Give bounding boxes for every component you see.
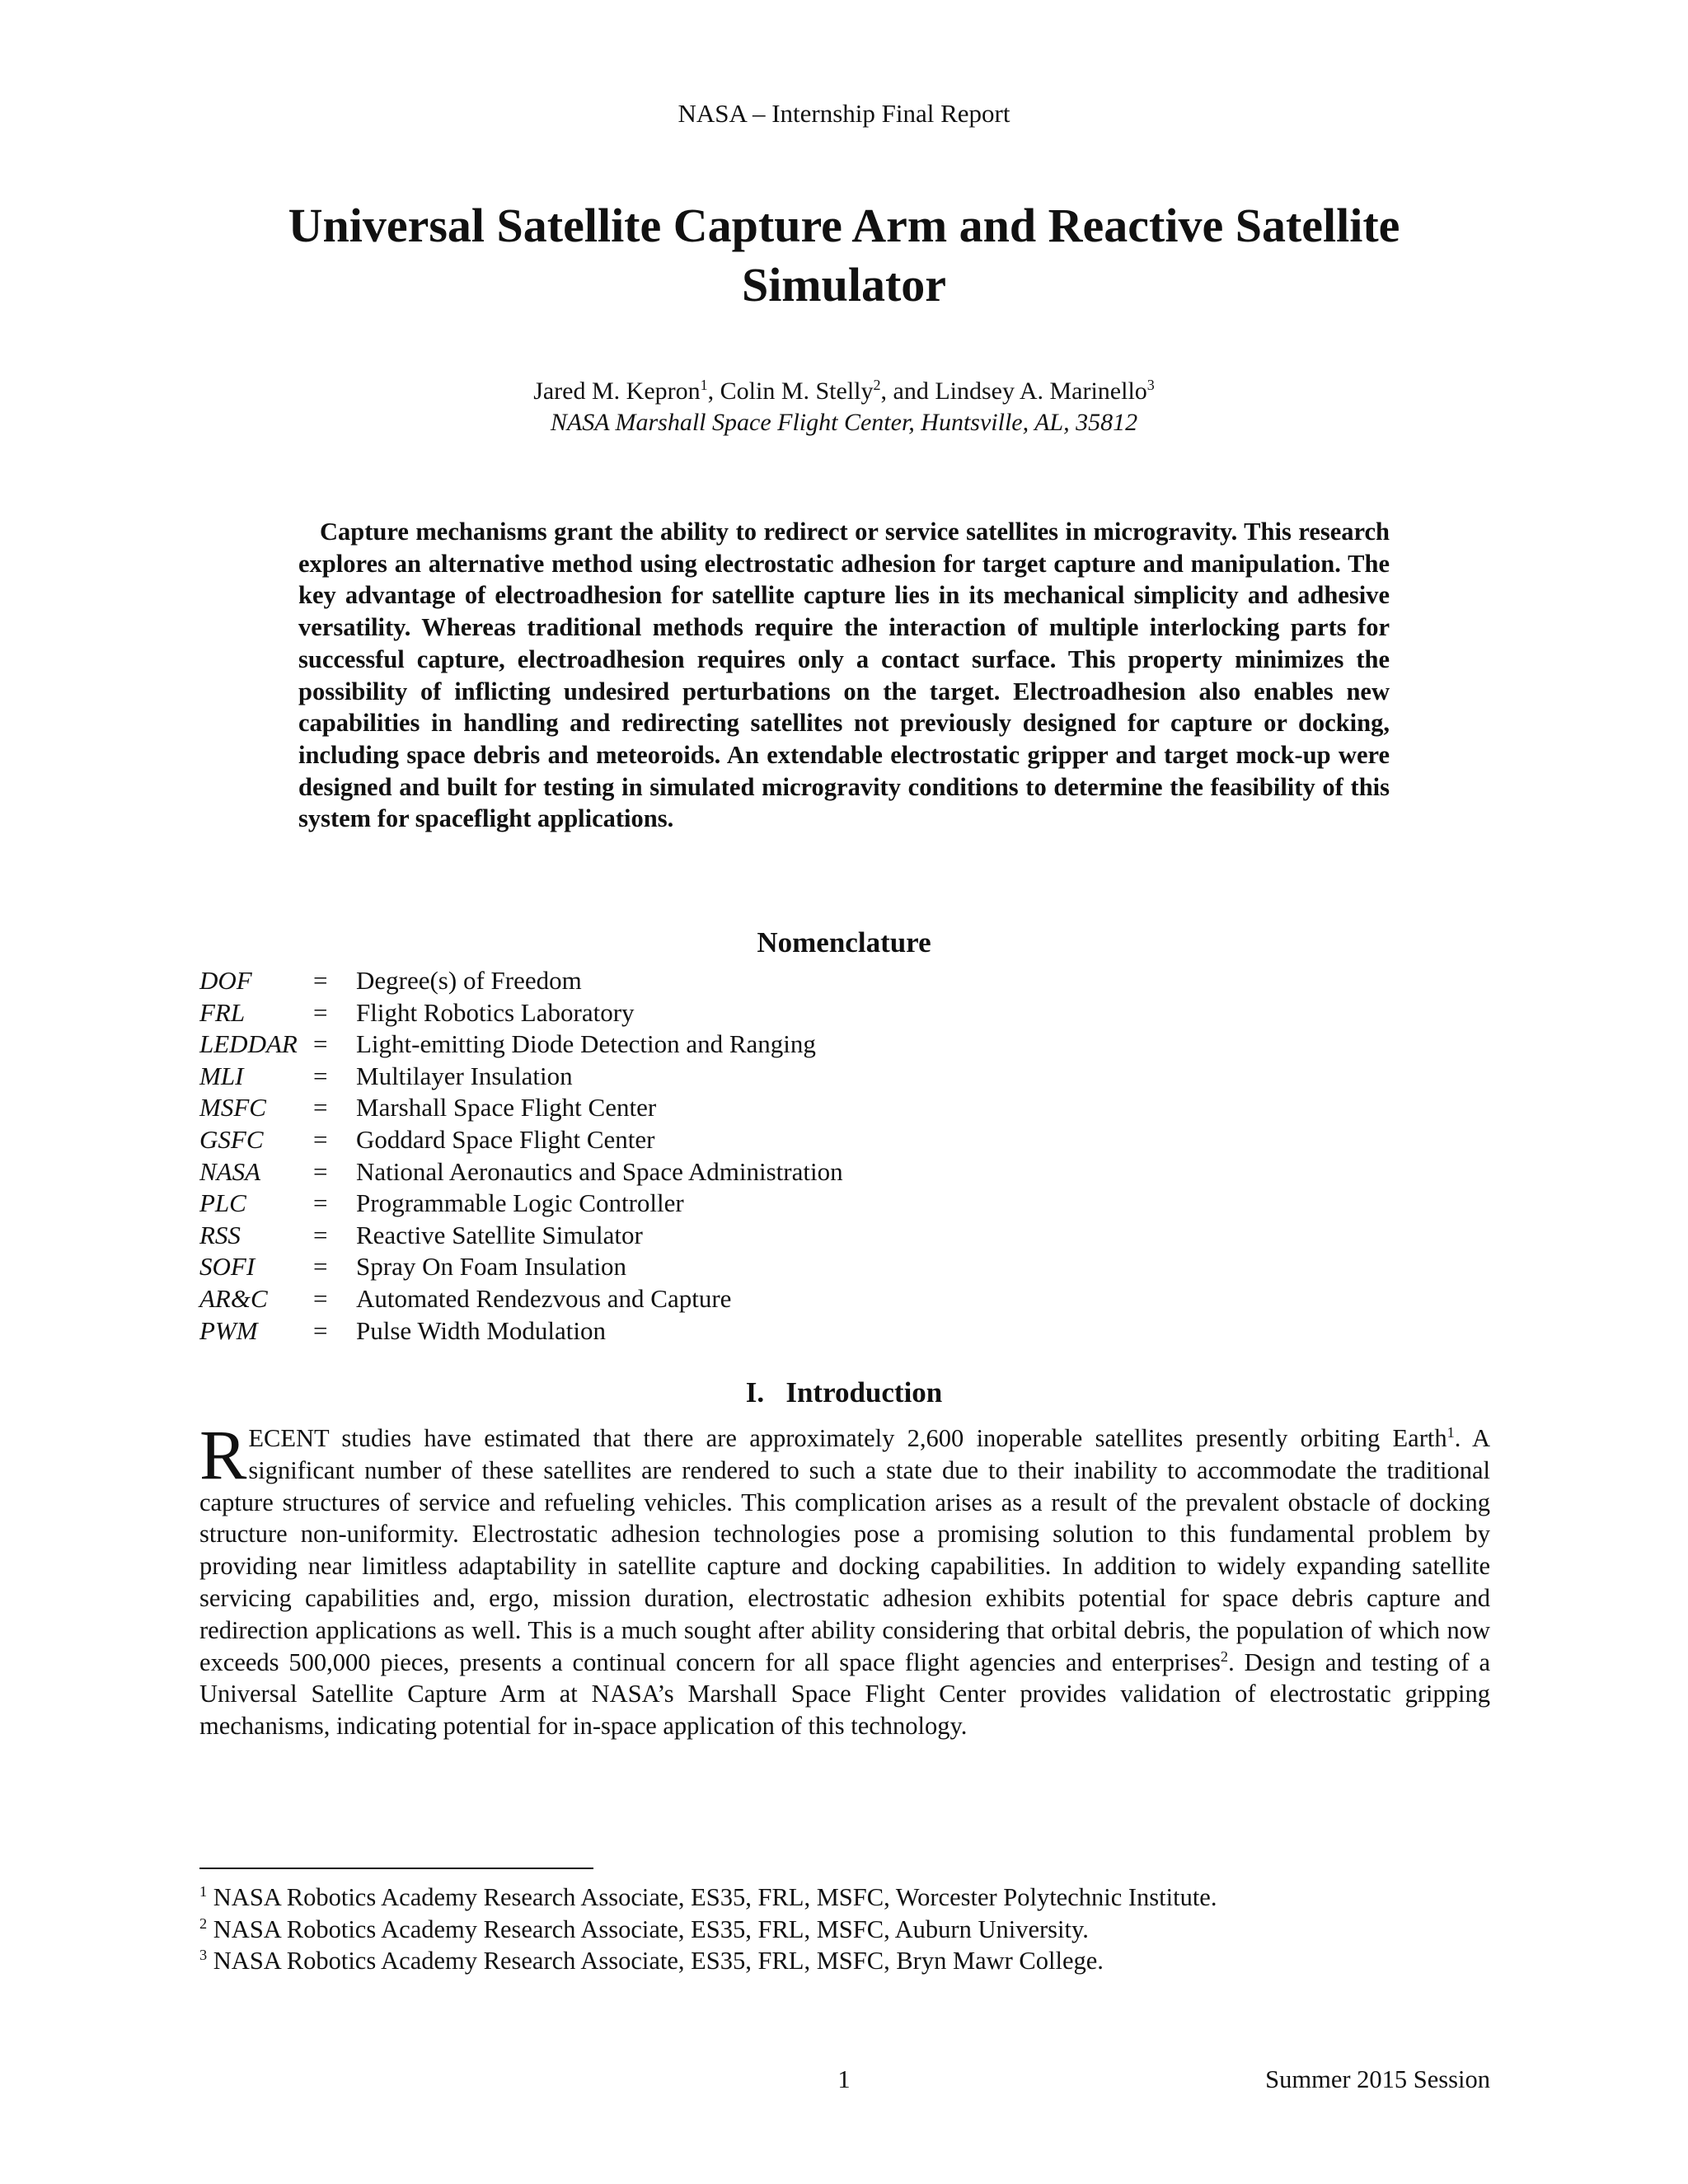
reference-mark: 1	[1447, 1423, 1455, 1441]
footnotes	[199, 1882, 1490, 1977]
abstract: Capture mechanisms grant the ability to redirect or service satellites in microgravity. This research explores an alternative method using electrostatic adhesion for target capture and manipulation. The key advantage of electroadhesion for satellite capture lies in its mechanical simplicity and adhesive versatility. Whereas traditional methods require the interaction of multiple interlocking parts for successful capture, electroadhesion requires only a contact surface. This property minimizes the possibility of inflicting undesired perturbations on the target. Electroadhesion also enables new capabilities in handling and redirecting satellites not previously designed for capture or docking, including space debris and meteoroids. An extendable electrostatic gripper and target mock-up were designed and built for testing in simulated microgravity conditions to determine the feasibility of this system for spaceflight applications.	[298, 518, 1390, 833]
nomenclature-def: Reactive Satellite Simulator	[356, 1220, 643, 1249]
author-mark: 3	[1146, 377, 1155, 393]
nomenclature-row	[199, 1315, 1189, 1347]
author-separator: , and	[880, 377, 935, 405]
footnote	[199, 1882, 1490, 1914]
nomenclature-equals: =	[313, 1252, 328, 1282]
nomenclature-abbr: PWM	[199, 1315, 258, 1345]
nomenclature-row	[199, 1156, 1189, 1188]
author-mark: 1	[700, 377, 708, 393]
nomenclature-row	[199, 1283, 1189, 1315]
nomenclature-def: Spray On Foam Insulation	[356, 1252, 627, 1282]
footnote-mark: 3	[199, 1946, 208, 1963]
session-label: Summer 2015 Session	[1265, 2065, 1490, 2093]
nomenclature-row	[199, 1220, 1189, 1252]
nomenclature-equals: =	[313, 966, 328, 995]
introduction-body	[199, 1415, 1490, 1742]
nomenclature-def: Marshall Space Flight Center	[356, 1093, 657, 1122]
nomenclature-row	[199, 1124, 1189, 1156]
author-name: Jared M. Kepron	[533, 377, 701, 405]
nomenclature-def: Automated Rendezvous and Capture	[356, 1283, 732, 1313]
affiliation: NASA Marshall Space Flight Center, Huntsville, AL, 35812	[550, 409, 1138, 436]
nomenclature-abbr: FRL	[199, 997, 246, 1027]
nomenclature-heading: Nomenclature	[757, 926, 931, 958]
author-separator: ,	[707, 377, 720, 405]
introduction-text: ECENT studies have estimated that there are approximately 2,600 inoperable satellites presently orbiting Earth	[248, 1424, 1447, 1452]
nomenclature-abbr: NASA	[199, 1156, 261, 1186]
nomenclature-row	[199, 1092, 1189, 1124]
nomenclature-equals: =	[313, 1315, 328, 1345]
nomenclature-abbr: RSS	[199, 1220, 241, 1249]
author-name: Colin M. Stelly	[720, 377, 874, 405]
nomenclature-equals: =	[313, 1029, 328, 1059]
nomenclature-equals: =	[313, 1188, 328, 1218]
introduction-heading: I. Introduction	[745, 1376, 943, 1408]
paper-title: Universal Satellite Capture Arm and Reactive Satellite Simulator	[288, 199, 1400, 312]
footnote	[199, 1945, 1490, 1977]
nomenclature-row	[199, 997, 1189, 1029]
footnote-text: NASA Robotics Academy Research Associate, ES35, FRL, MSFC, Worcester Polytechnic Institute.	[207, 1883, 1217, 1911]
nomenclature-equals: =	[313, 997, 328, 1027]
nomenclature-def: Light-emitting Diode Detection and Ranging	[356, 1029, 816, 1059]
nomenclature-abbr: LEDDAR	[199, 1029, 298, 1059]
nomenclature-row	[199, 1251, 1189, 1283]
nomenclature-abbr: GSFC	[199, 1124, 264, 1154]
nomenclature-equals: =	[313, 1061, 328, 1090]
nomenclature-def: Programmable Logic Controller	[356, 1188, 684, 1218]
nomenclature-row	[199, 1029, 1189, 1061]
author-name: Lindsey A. Marinello	[935, 377, 1147, 405]
nomenclature-def: Pulse Width Modulation	[356, 1315, 607, 1345]
nomenclature-def: Flight Robotics Laboratory	[356, 997, 635, 1027]
nomenclature-def: National Aeronautics and Space Administration	[356, 1156, 843, 1186]
nomenclature-list	[199, 965, 1189, 1347]
nomenclature-abbr: MSFC	[199, 1093, 266, 1122]
nomenclature-row	[199, 1188, 1189, 1220]
nomenclature-def: Multilayer Insulation	[356, 1061, 573, 1090]
nomenclature-def: Degree(s) of Freedom	[356, 966, 582, 995]
author-mark: 2	[873, 377, 881, 393]
introduction-text: . Design and testing of a Universal Satellite Capture Arm at NASA’s Marshall Space Flight Center provides validation of electrostatic gripping mechanisms, indicating potential for in-space application of this technology.	[199, 1647, 1490, 1741]
nomenclature-row	[199, 1061, 1189, 1093]
nomenclature-abbr: SOFI	[199, 1252, 256, 1282]
nomenclature-equals: =	[313, 1283, 328, 1313]
running-header: NASA – Internship Final Report	[678, 99, 1010, 128]
nomenclature-equals: =	[313, 1156, 328, 1186]
nomenclature-abbr: PLC	[199, 1188, 246, 1218]
nomenclature-abbr: DOF	[199, 966, 252, 995]
footnote-mark: 2	[199, 1915, 208, 1932]
footnote-text: NASA Robotics Academy Research Associate, ES35, FRL, MSFC, Auburn University.	[207, 1915, 1089, 1943]
footnote-divider	[199, 1868, 593, 1869]
nomenclature-def: Goddard Space Flight Center	[356, 1124, 655, 1154]
introduction-text: . A significant number of these satellites are rendered to such a state due to their inability to accommodate the traditional capture structures of service and refueling vehicles. This complication arises as a result of the prevalent obstacle of docking structure non-uniformity. Electrostatic adhesion technologies pose a promising solution to this fundamental problem by providing near limitless adaptability in satellite capture and docking capabilities. In addition to widely expanding satellite servicing capabilities and, ergo, mission duration, electrostatic adhesion exhibits potential for space debris capture and redirection applications as well. This is a much sought after ability considering that orbital debris, the population of which now exceeds 500,000 pieces, presents a continual concern for all space flight agencies and enterprises	[199, 1424, 1490, 1676]
footnote-text: NASA Robotics Academy Research Associate, ES35, FRL, MSFC, Bryn Mawr College.	[207, 1947, 1104, 1975]
footnote-mark: 1	[199, 1882, 208, 1900]
nomenclature-equals: =	[313, 1220, 328, 1249]
drop-cap: R	[199, 1415, 247, 1494]
nomenclature-abbr: AR&C	[199, 1283, 268, 1313]
nomenclature-equals: =	[313, 1093, 328, 1122]
page-number: 1	[837, 2065, 851, 2093]
reference-mark: 2	[1220, 1647, 1229, 1665]
footnote	[199, 1914, 1490, 1946]
author-list	[0, 375, 1688, 408]
nomenclature-equals: =	[313, 1124, 328, 1154]
nomenclature-abbr: MLI	[199, 1061, 244, 1090]
nomenclature-row	[199, 965, 1189, 997]
